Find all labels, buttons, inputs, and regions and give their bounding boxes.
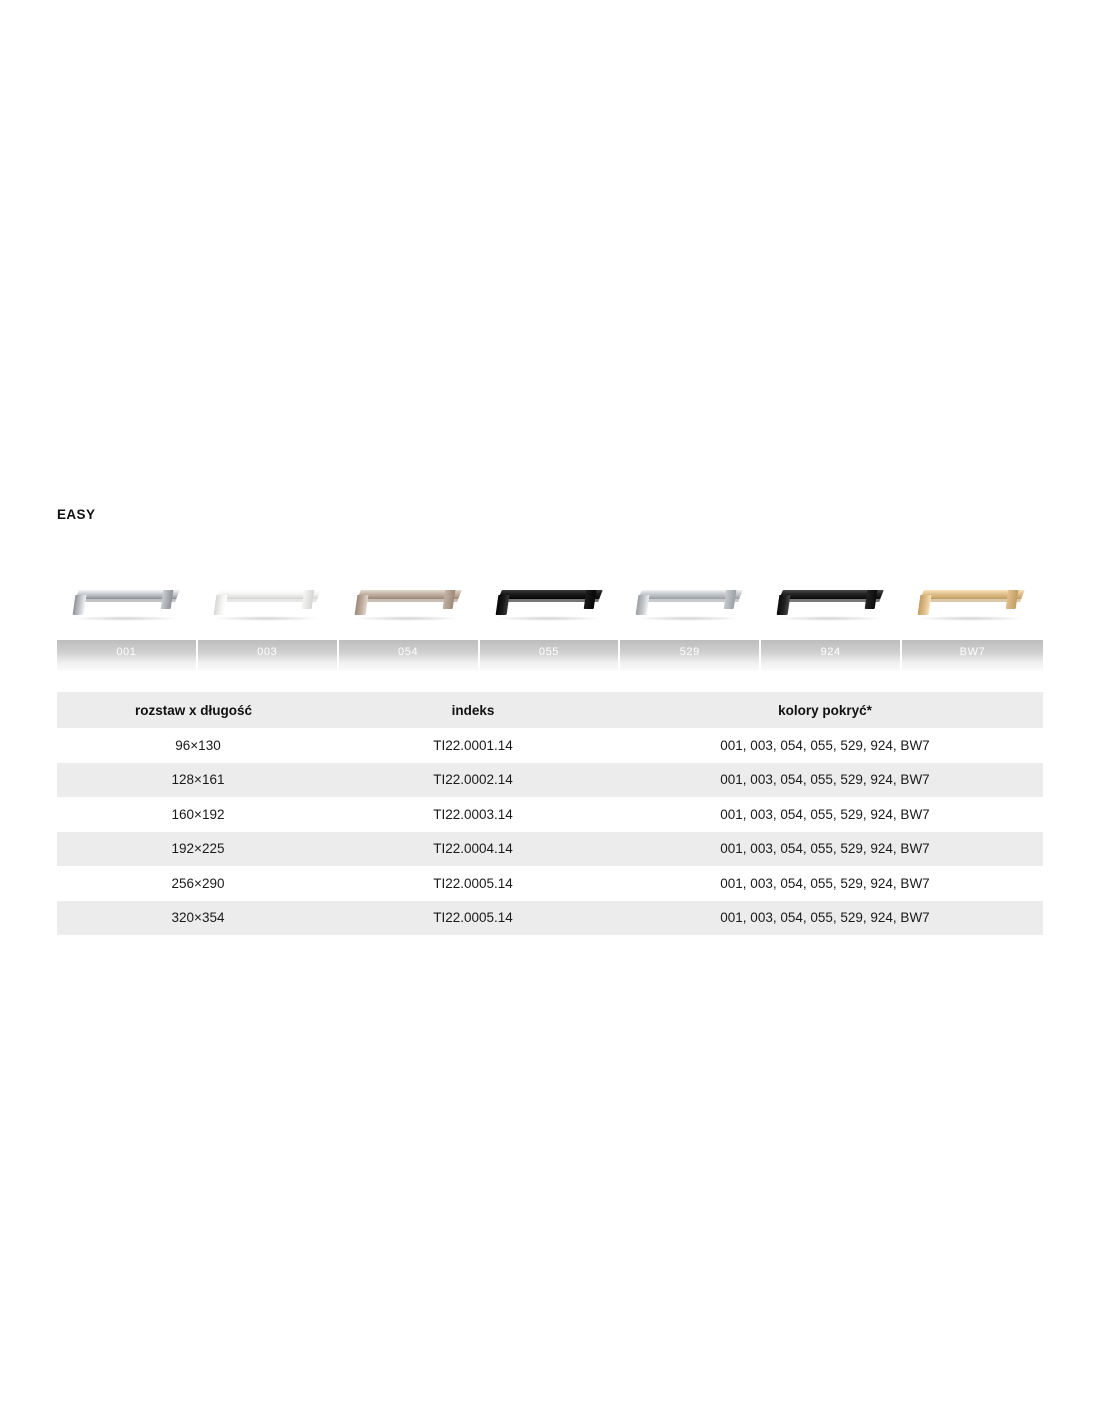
finish-swatch[interactable]	[480, 558, 621, 671]
table-header	[57, 692, 1043, 728]
page-title: EASY	[57, 507, 96, 522]
finish-swatch[interactable]	[620, 558, 761, 671]
cell-colors: 001, 003, 054, 055, 529, 924, BW7	[607, 728, 1043, 763]
handle-leg-right	[442, 590, 455, 609]
column-header-size: rozstaw x długość	[57, 692, 339, 728]
handle-shadow	[353, 616, 461, 621]
swatch-code-label: 054	[398, 646, 419, 658]
swatch-code-label: 529	[679, 646, 700, 658]
handle-leg-right	[724, 590, 737, 609]
handle-leg-right	[865, 590, 878, 609]
handle-leg-left	[73, 595, 87, 615]
finish-swatch[interactable]	[902, 558, 1043, 671]
cell-size: 320×354	[57, 901, 339, 936]
table-row	[57, 763, 1043, 798]
table-row	[57, 832, 1043, 867]
swatch-label-band	[761, 640, 902, 671]
finish-swatch[interactable]	[339, 558, 480, 671]
handle-shadow	[212, 616, 320, 621]
handle-image	[620, 558, 761, 640]
finish-swatch[interactable]	[761, 558, 902, 671]
cell-size: 192×225	[57, 832, 339, 867]
cell-colors: 001, 003, 054, 055, 529, 924, BW7	[607, 832, 1043, 867]
handle-image	[198, 558, 339, 640]
swatch-label-band	[480, 640, 621, 671]
handle-image	[339, 558, 480, 640]
table-header-row	[57, 692, 1043, 728]
table-row	[57, 901, 1043, 936]
swatch-code-label: 055	[538, 646, 560, 658]
handle-shadow	[494, 616, 602, 621]
handle-shadow	[634, 616, 742, 621]
cabinet-handle-icon	[773, 578, 890, 624]
cabinet-handle-icon	[351, 578, 468, 624]
cell-size: 128×161	[57, 763, 339, 798]
cell-colors: 001, 003, 054, 055, 529, 924, BW7	[607, 797, 1043, 832]
handle-leg-right	[161, 590, 174, 609]
swatch-label-band	[620, 640, 761, 671]
table-row	[57, 728, 1043, 763]
table-body	[57, 728, 1043, 935]
handle-image	[57, 558, 198, 640]
handle-leg-left	[777, 595, 791, 615]
cell-size: 96×130	[57, 728, 339, 763]
cell-index: TI22.0001.14	[339, 728, 607, 763]
handle-shadow	[775, 616, 883, 621]
handle-leg-right	[583, 590, 596, 609]
column-header-index: indeks	[339, 692, 607, 728]
handle-leg-right	[1006, 590, 1019, 609]
handle-image	[480, 558, 621, 640]
handle-shadow	[71, 616, 179, 621]
cell-index: TI22.0005.14	[339, 866, 607, 901]
finish-swatch-strip	[57, 558, 1043, 671]
cabinet-handle-icon	[69, 578, 186, 624]
swatch-label-band	[902, 640, 1043, 671]
cell-colors: 001, 003, 054, 055, 529, 924, BW7	[607, 763, 1043, 798]
cell-index: TI22.0003.14	[339, 797, 607, 832]
cell-index: TI22.0004.14	[339, 832, 607, 867]
handle-leg-left	[495, 595, 509, 615]
swatch-code-label: BW7	[959, 646, 986, 658]
swatch-code-label: 924	[820, 646, 841, 658]
swatch-label-band	[339, 640, 480, 671]
cabinet-handle-icon	[632, 578, 749, 624]
finish-swatch[interactable]	[198, 558, 339, 671]
cell-size: 160×192	[57, 797, 339, 832]
table-row	[57, 866, 1043, 901]
handle-leg-left	[354, 595, 368, 615]
cell-colors: 001, 003, 054, 055, 529, 924, BW7	[607, 901, 1043, 936]
cell-size: 256×290	[57, 866, 339, 901]
cabinet-handle-icon	[914, 578, 1031, 624]
column-header-colors: kolory pokryć*	[607, 692, 1043, 728]
handle-leg-left	[636, 595, 650, 615]
swatch-code-label: 001	[116, 646, 137, 658]
specification-table	[57, 692, 1043, 935]
swatch-label-band	[198, 640, 339, 671]
cell-colors: 001, 003, 054, 055, 529, 924, BW7	[607, 866, 1043, 901]
handle-leg-left	[918, 595, 932, 615]
handle-shadow	[916, 616, 1024, 621]
table-row	[57, 797, 1043, 832]
cabinet-handle-icon	[210, 578, 327, 624]
cabinet-handle-icon	[492, 578, 609, 624]
cell-index: TI22.0002.14	[339, 763, 607, 798]
handle-image	[902, 558, 1043, 640]
swatch-label-band	[57, 640, 198, 671]
swatch-code-label: 003	[257, 646, 278, 658]
handle-leg-left	[213, 595, 227, 615]
handle-image	[761, 558, 902, 640]
cell-index: TI22.0005.14	[339, 901, 607, 936]
handle-leg-right	[302, 590, 315, 609]
finish-swatch[interactable]	[57, 558, 198, 671]
